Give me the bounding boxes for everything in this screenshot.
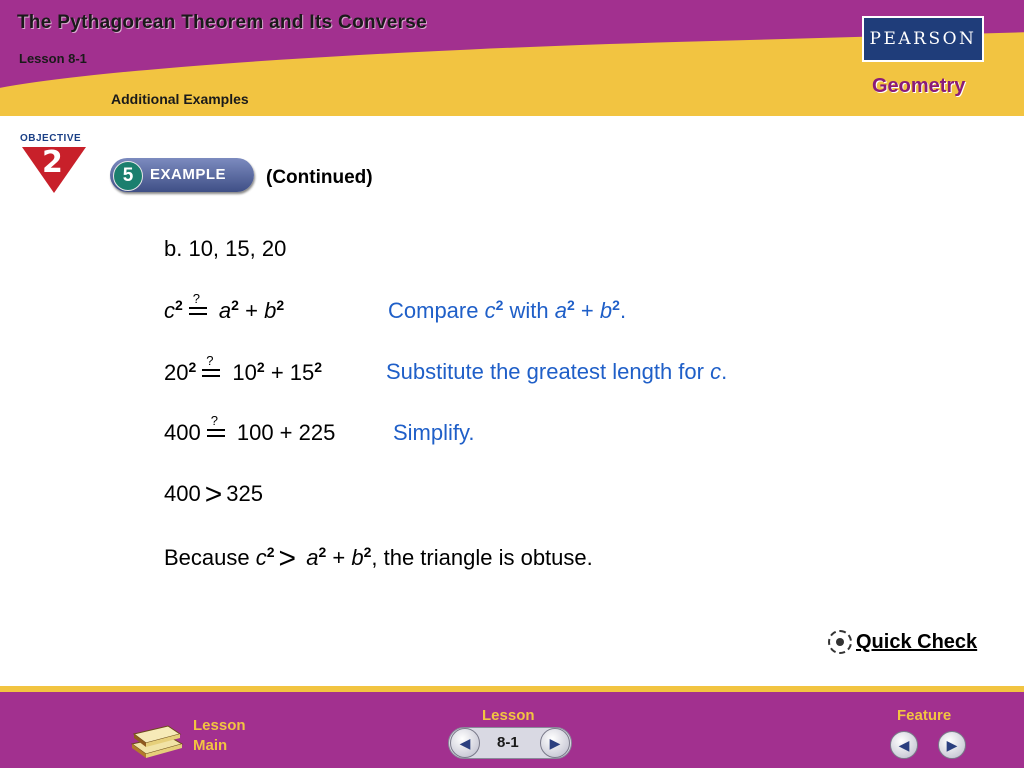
note-simplify: Simplify. bbox=[393, 420, 475, 445]
equation-general: $c^2$ ? $a^2 + b^2$ bbox=[164, 291, 285, 323]
lesson-next-button[interactable] bbox=[540, 728, 570, 758]
feature-prev-button[interactable] bbox=[890, 731, 918, 759]
chevron-right-icon: ▶ bbox=[549, 734, 561, 751]
equation-substitute: $20^2$ ? $10^2 + 15^2$ bbox=[164, 353, 323, 385]
header-banner bbox=[0, 0, 1024, 116]
books-icon[interactable] bbox=[128, 714, 184, 758]
chevron-left-icon: ◀ bbox=[898, 736, 910, 753]
note-compare: Compare $c^2$ with $a^2 + b^2$. bbox=[388, 297, 627, 323]
page-title: The Pythagorean Theorem and Its Converse bbox=[17, 12, 428, 33]
continued-label: (Continued) bbox=[266, 167, 373, 188]
quick-check-icon bbox=[828, 630, 852, 654]
subject-label: Geometry bbox=[872, 75, 966, 97]
lesson-label: Lesson 8-1 bbox=[19, 51, 87, 66]
equation-result: 400 > 325 bbox=[164, 478, 263, 511]
problem-part: b. 10, 15, 20 bbox=[164, 236, 287, 261]
quick-check-link[interactable] bbox=[828, 630, 977, 654]
pearson-logo: PEARSON bbox=[862, 16, 984, 62]
objective-badge bbox=[20, 133, 90, 180]
example-number: 5 bbox=[113, 161, 143, 191]
quick-check-label: Quick Check bbox=[856, 630, 978, 653]
equation-simplify: 400 ? 100 + 225 bbox=[164, 413, 336, 445]
question-equals-icon: ? bbox=[187, 298, 209, 322]
conclusion-text: Because $c^2 > a^2 + b^2$, the triangle is obtuse. bbox=[164, 542, 593, 575]
feature-nav-label: Feature bbox=[897, 707, 952, 724]
objective-label: OBJECTIVE bbox=[20, 133, 82, 144]
example-label: EXAMPLE bbox=[150, 166, 227, 183]
section-label: Additional Examples bbox=[111, 91, 249, 107]
lesson-number: 8-1 bbox=[497, 734, 519, 751]
chevron-right-icon: ▶ bbox=[946, 736, 958, 753]
question-equals-icon: ? bbox=[200, 360, 222, 384]
lesson-main-link[interactable]: Lesson Main bbox=[193, 717, 246, 754]
feature-next-button[interactable] bbox=[938, 731, 966, 759]
objective-number: 2 bbox=[42, 145, 63, 180]
example-badge bbox=[110, 158, 254, 192]
question-equals-icon: ? bbox=[205, 420, 227, 444]
lesson-prev-button[interactable] bbox=[450, 728, 480, 758]
chevron-left-icon: ◀ bbox=[459, 734, 471, 751]
lesson-nav-label: Lesson bbox=[482, 707, 535, 724]
note-substitute: Substitute the greatest length for c. bbox=[386, 359, 728, 384]
